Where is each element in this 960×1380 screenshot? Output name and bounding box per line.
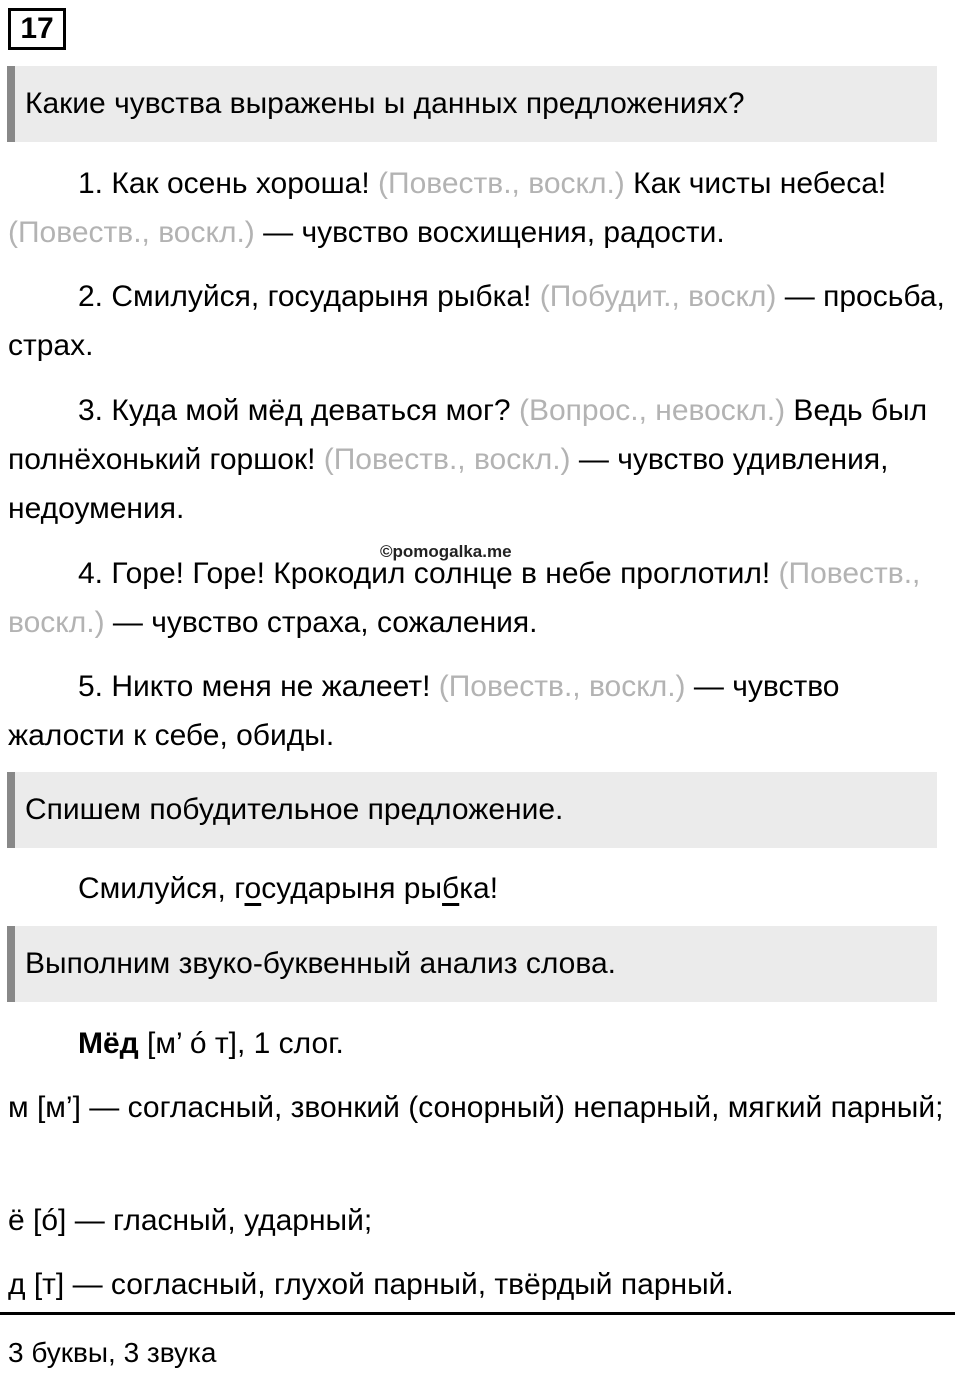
analysis-word: Мёд	[78, 1027, 139, 1060]
item-text: 2. Смилуйся, государыня рыбка!	[78, 280, 540, 313]
item-text: Как чисты небеса!	[624, 167, 887, 200]
item-text: 1. Как осень хороша!	[78, 167, 379, 200]
item-note: (Повеств., воскл.)	[8, 557, 921, 639]
item-note: (Побудит., воскл)	[539, 280, 777, 313]
item-text: — чувство удивления, недоумения.	[8, 443, 889, 525]
divider	[0, 1312, 955, 1315]
item-5	[8, 662, 948, 760]
item-text: 5. Никто меня не жалеет!	[78, 670, 439, 703]
item-2	[8, 272, 948, 370]
analysis-word-line	[8, 1019, 948, 1068]
item-note: (Вопрос., невоскл.)	[518, 394, 786, 427]
analysis-line-2: ё [ó] — гласный, ударный;	[8, 1204, 373, 1237]
underlined-letter: б	[442, 872, 460, 905]
analysis-line-3: д [т] — согласный, глухой парный, твёрдый парный.	[8, 1268, 734, 1301]
item-text: — чувство жалости к себе, обиды.	[8, 670, 840, 752]
summary: 3 буквы, 3 звука	[8, 1337, 217, 1368]
item-note: (Повеств., воскл.)	[8, 216, 255, 249]
item-text: — чувство восхищения, радости.	[254, 216, 725, 249]
sentence-part: ка!	[459, 872, 499, 905]
item-text: — просьба, страх.	[8, 280, 945, 362]
analysis-line-1: м [м’] — согласный, звонкий (сонорный) непарный, мягкий парный;	[8, 1091, 944, 1124]
watermark: ©pomogalka.me	[380, 542, 512, 561]
section-heading-imperative: Спишем побудительное предложение.	[7, 772, 937, 848]
sentence-part: сударыня ры	[261, 872, 443, 905]
item-text: — чувство страха, сожаления.	[104, 606, 538, 639]
section-heading-feelings: Какие чувства выражены ы данных предложениях?	[7, 66, 937, 142]
sentence-part: Смилуйся, г	[78, 872, 245, 905]
item-note: (Повеств., воскл.)	[323, 443, 571, 476]
item-note: (Повеств., воскл.)	[438, 670, 686, 703]
transcription: [м’ ó т], 1 слог.	[138, 1027, 344, 1060]
item-text: Ведь был полнёхонький горшок!	[8, 394, 928, 476]
item-1	[8, 159, 948, 257]
item-text: 4. Горе! Горе! Крокодил солнце в небе проглотил!	[78, 557, 779, 590]
item-text: 3. Куда мой мёд деваться мог?	[78, 394, 519, 427]
imperative-sentence	[8, 864, 948, 913]
item-note: (Повеств., воскл.)	[378, 167, 625, 200]
item-4	[8, 549, 948, 647]
section-heading-analysis: Выполним звуко-буквенный анализ слова.	[7, 926, 937, 1002]
underlined-letter: о	[244, 872, 262, 905]
task-number: 17	[8, 8, 66, 50]
item-3	[8, 386, 948, 533]
